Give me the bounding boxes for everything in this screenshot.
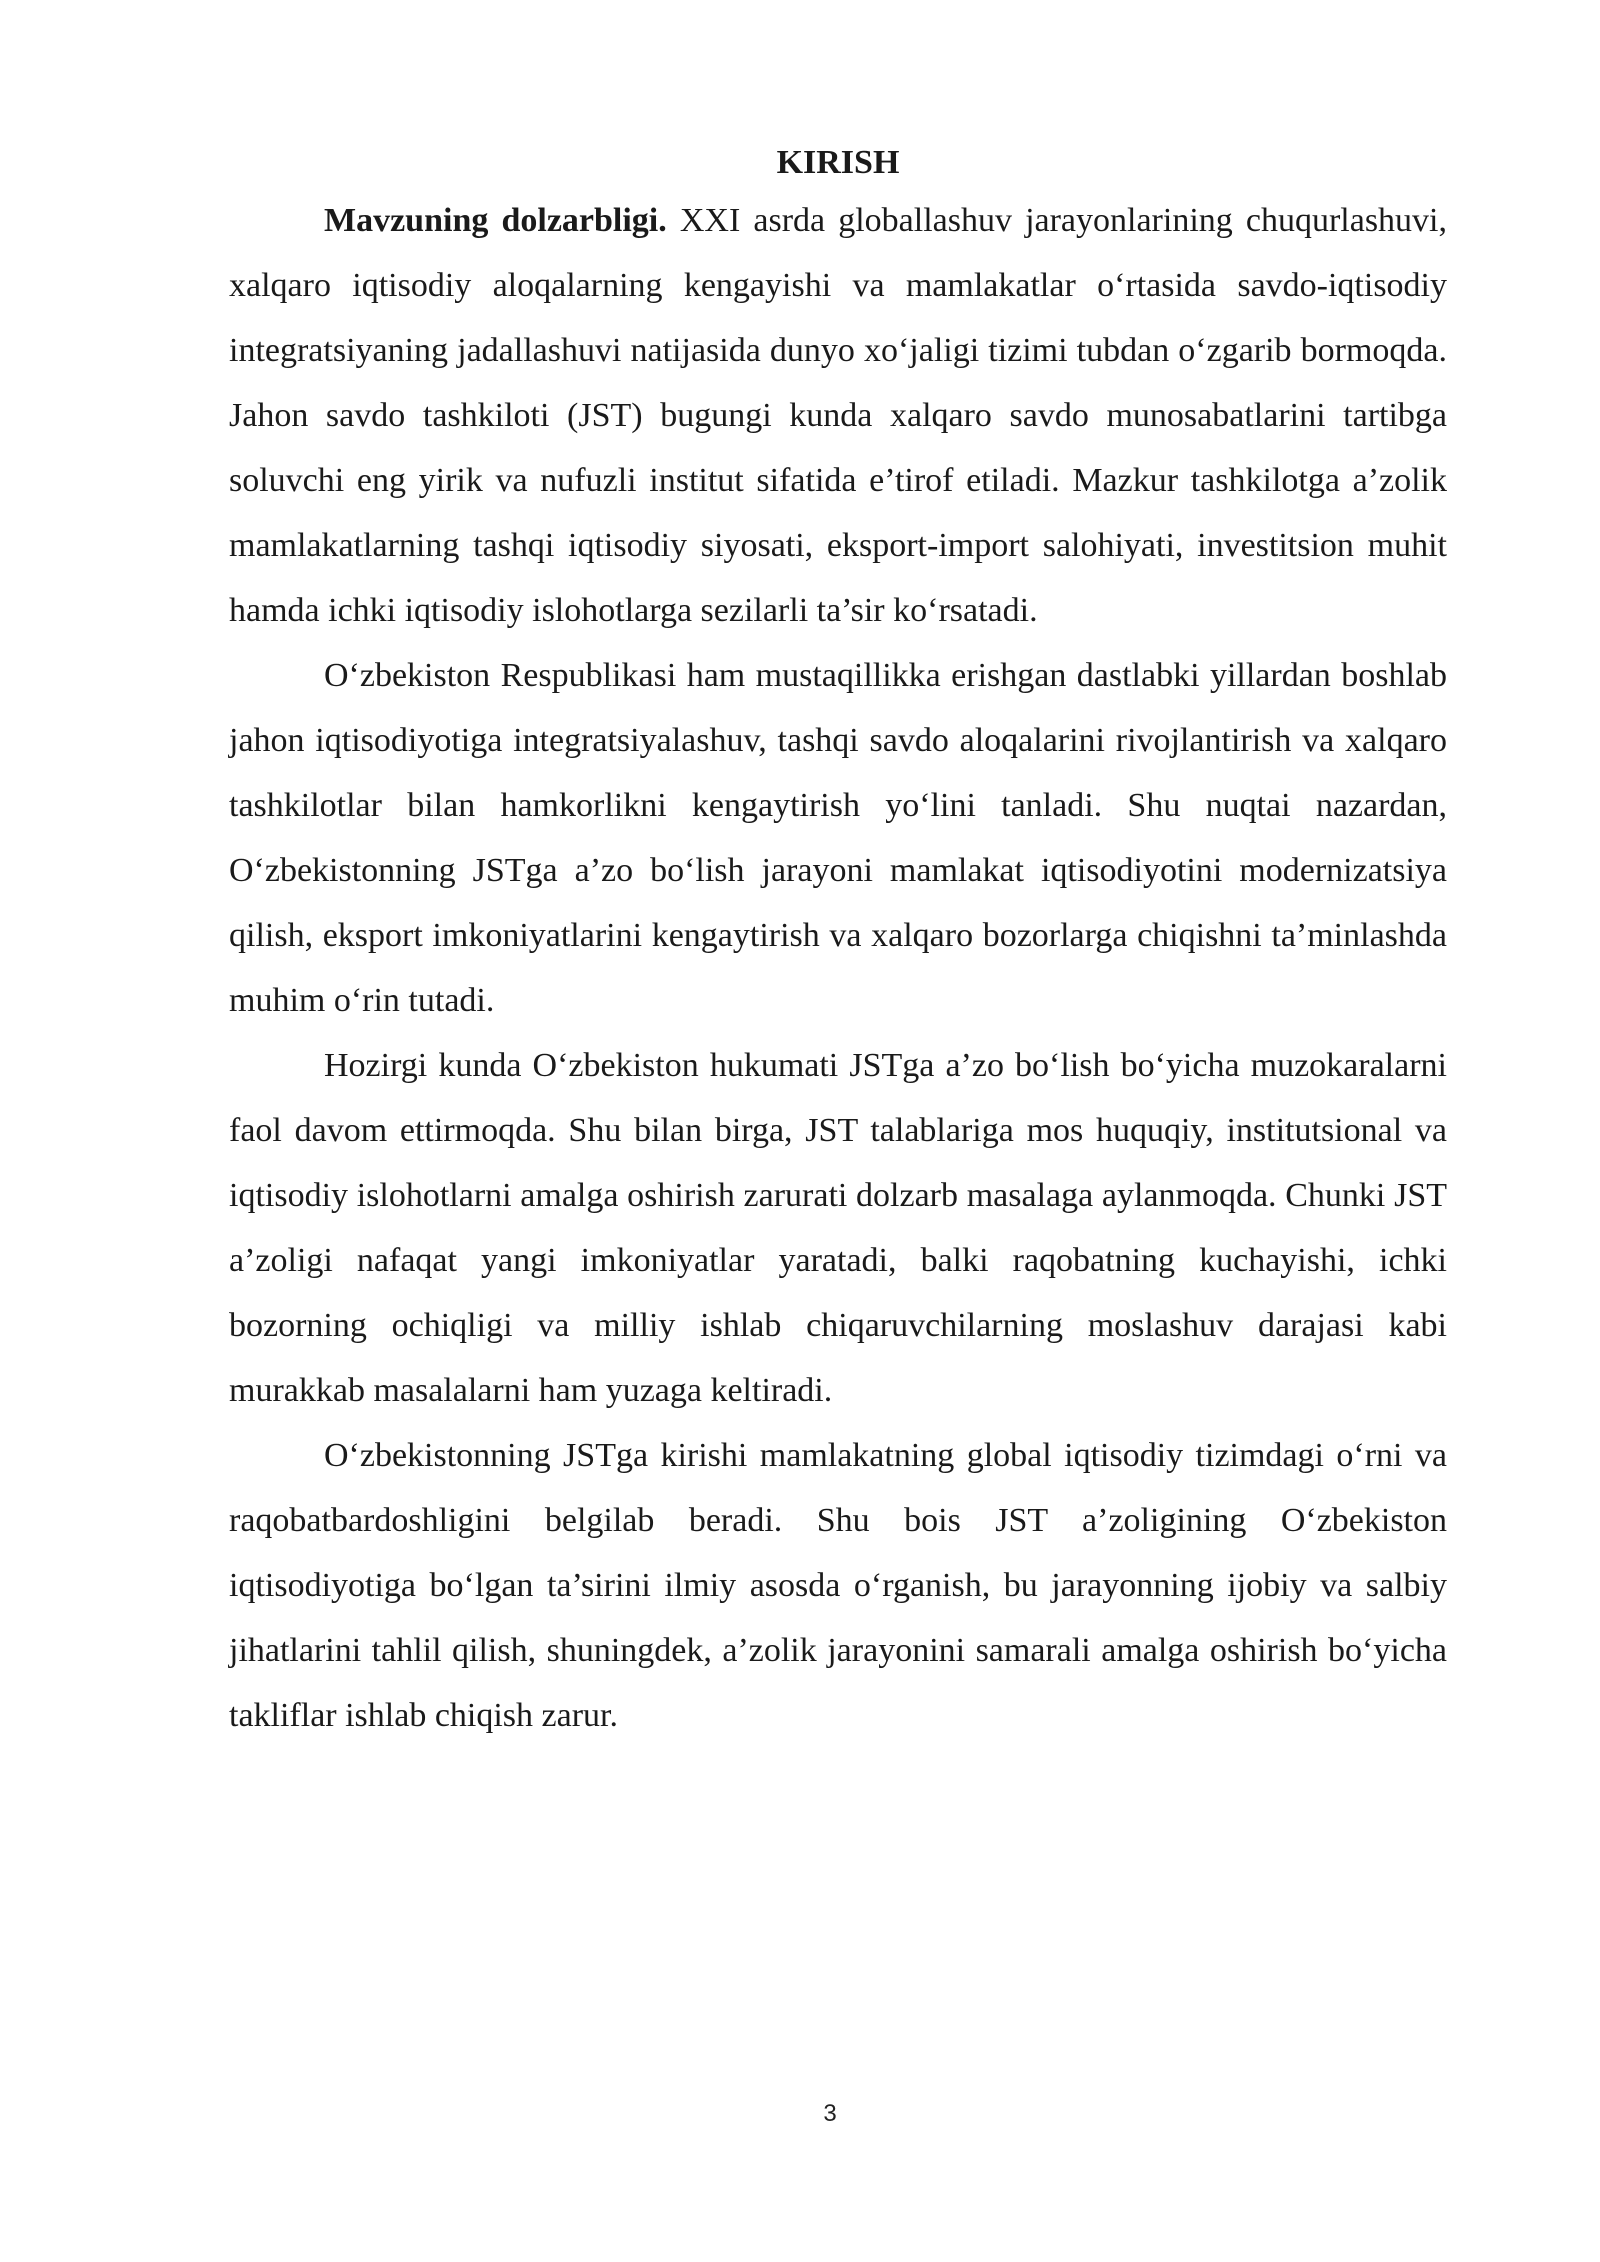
page-number: 3 [823, 2100, 837, 2127]
document-body [229, 138, 1447, 1748]
paragraph-conclusion: O‘zbekistonning JSTga kirishi mamlakatning global iqtisodiy tizimdagi o‘rni va raqobatbardoshligini belgilab beradi. Shu bois JST a’zoligining O‘zbekiston iqtisodiyotiga bo‘lgan ta’sirini ilmiy asosda o‘rganish, bu jarayonning ijobiy va salbiy jihatlarini tahlil qilish, shuningdek, a’zolik jarayonini samarali amalga oshirish bo‘yicha takliflar ishlab chiqish zarur. [229, 1437, 1447, 1734]
paragraph-relevance [229, 188, 1447, 643]
paragraph-integration: O‘zbekiston Respublikasi ham mustaqillikka erishgan dastlabki yillardan boshlab jahon iqtisodiyotiga integratsiyalashuv, tashqi savdo aloqalarini rivojlantirish va xalqaro tashkilotlar bilan hamkorlikni kengaytirish yo‘lini tanladi. Shu nuqtai nazardan, O‘zbekistonning JSTga a’zo bo‘lish jarayoni mamlakat iqtisodiyotini modernizatsiya qilish, eksport imkoniyatlarini kengaytirish va xalqaro bozorlarga chiqishni ta’minlashda muhim o‘rin tutadi. [229, 657, 1447, 1019]
paragraph-text: XXI asrda globallashuv jarayonlarining chuqurlashuvi, xalqaro iqtisodiy aloqalarning kengayishi va mamlakatlar o‘rtasida savdo-iqtisodiy integratsiyaning jadallashuvi natijasida dunyo xo‘jaligi tizimi tubdan o‘zgarib bormoqda. Jahon savdo tashkiloti (JST) bugungi kunda xalqaro savdo munosabatlarini tartibga soluvchi eng yirik va nufuzli institut sifatida e’tirof etiladi. Mazkur tashkilotga a’zolik mamlakatlarning tashqi iqtisodiy siyosati, eksport-import salohiyati, investitsion muhit hamda ichki iqtisodiy islohotlarga sezilarli ta’sir ko‘rsatadi. [229, 202, 1448, 629]
section-title: KIRISH [776, 144, 900, 181]
paragraph-negotiations: Hozirgi kunda O‘zbekiston hukumati JSTga a’zo bo‘lish bo‘yicha muzokaralarni faol davom ettirmoqda. Shu bilan birga, JST talablariga mos huquqiy, institutsional va iqtisodiy islohotlarni amalga oshirish zarurati dolzarb masalaga aylanmoqda. Chunki JST a’zoligi nafaqat yangi imkoniyatlar yaratadi, balki raqobatning kuchayishi, ichki bozorning ochiqligi va milliy ishlab chiqaruvchilarning moslashuv darajasi kabi murakkab masalalarni ham yuzaga keltiradi. [229, 1047, 1447, 1409]
paragraph-lead-heading: Mavzuning dolzarbligi. [324, 202, 667, 239]
